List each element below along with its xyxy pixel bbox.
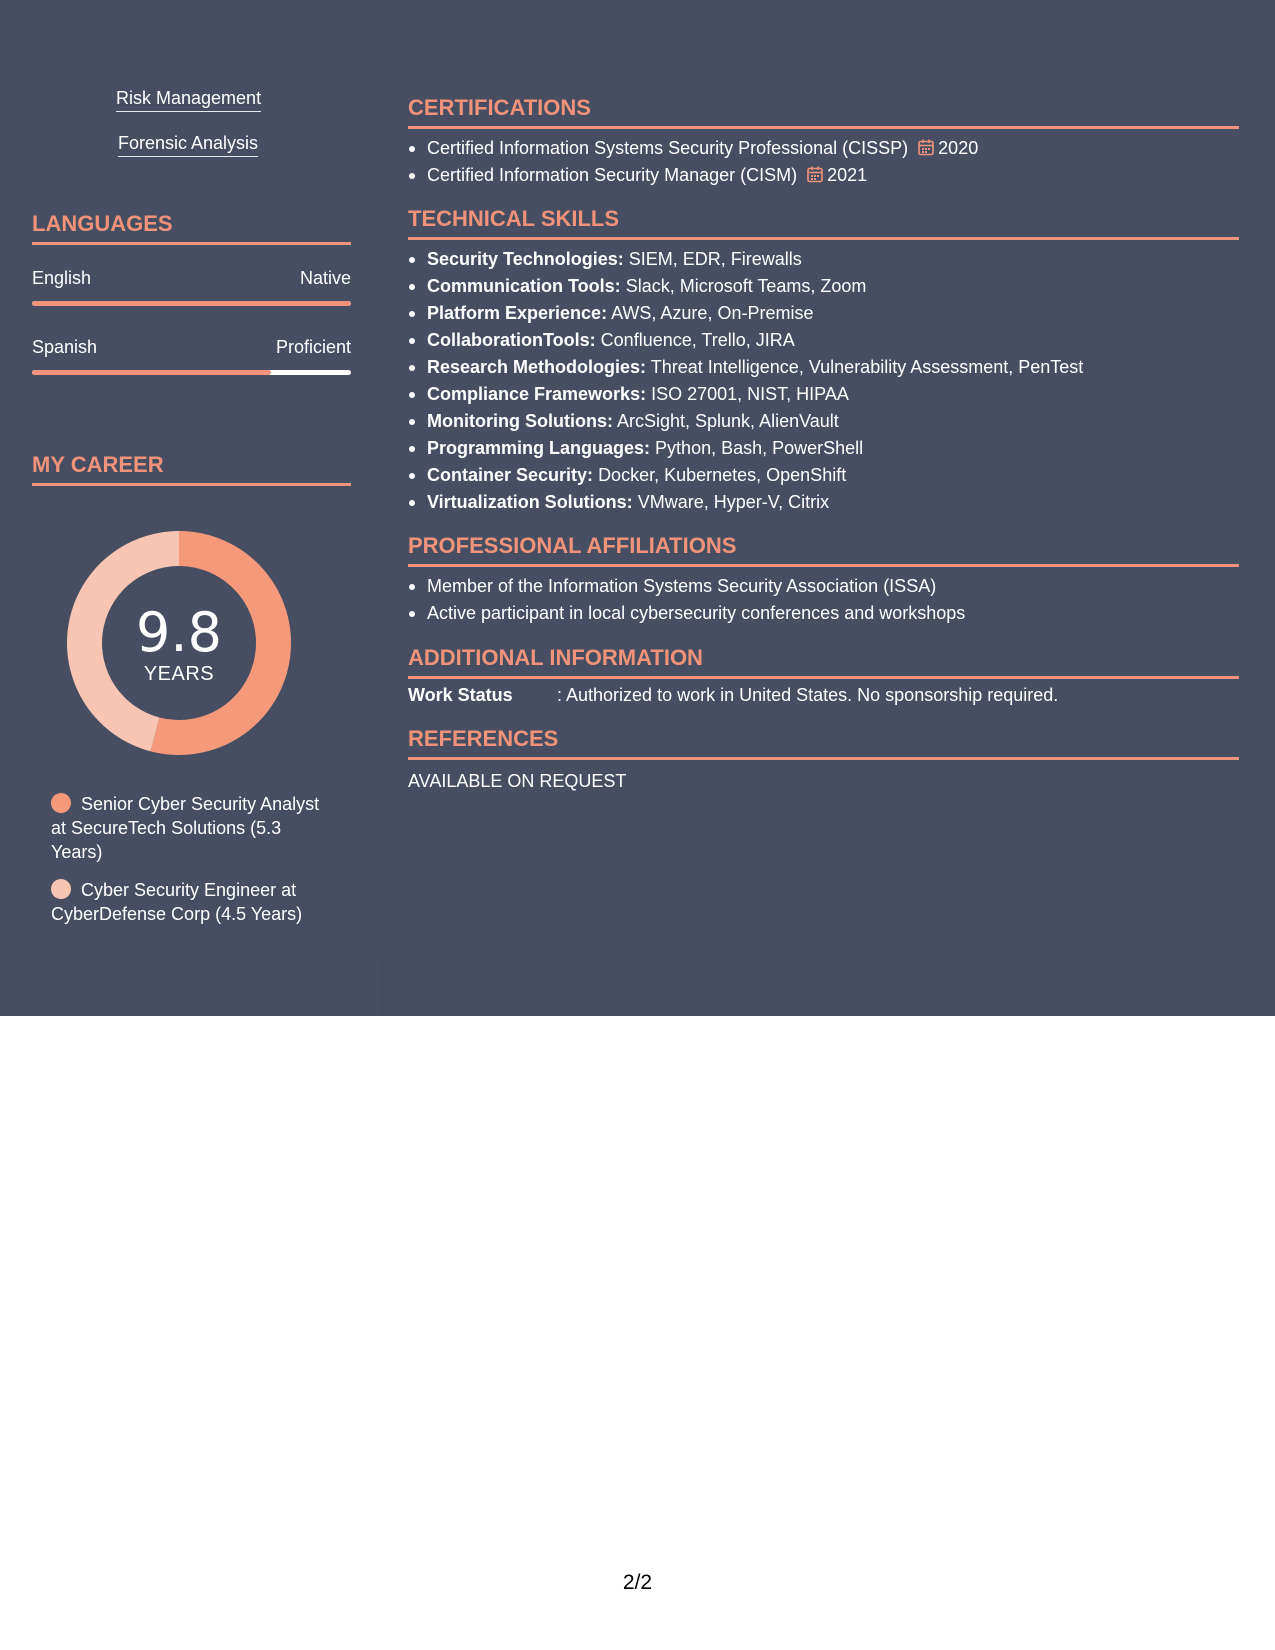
legend-dot	[51, 879, 71, 899]
certification-year: 2020	[938, 138, 979, 158]
affiliations-heading: PROFESSIONAL AFFILIATIONS	[408, 533, 1239, 567]
languages-heading: LANGUAGES	[32, 211, 351, 245]
career-legend-label: Cyber Security Engineer at CyberDefense Corp (4.5 Years)	[51, 880, 303, 924]
skill-values: Python, Bash, PowerShell	[655, 438, 864, 458]
calendar-icon	[918, 139, 934, 156]
technical-skill-item	[408, 435, 1239, 462]
affiliation-item: Member of the Information Systems Security Association (ISSA)	[408, 573, 1239, 600]
technical-skill-item	[408, 408, 1239, 435]
skill-tag-risk-management: Risk Management	[116, 88, 261, 112]
certifications-heading: CERTIFICATIONS	[408, 95, 1239, 129]
skill-category: CollaborationTools:	[427, 330, 596, 350]
career-total-unit: YEARS	[143, 663, 215, 685]
work-status-label: Work Status	[408, 685, 513, 705]
skill-tag-forensic-analysis: Forensic Analysis	[118, 133, 258, 157]
language-name: English	[32, 268, 92, 288]
certification-item	[408, 135, 1239, 162]
references-text: AVAILABLE ON REQUEST	[408, 771, 627, 791]
skill-category: Platform Experience:	[427, 303, 608, 323]
technical-skill-item	[408, 489, 1239, 516]
skill-values: Docker, Kubernetes, OpenShift	[598, 465, 847, 485]
skill-category: Monitoring Solutions:	[427, 411, 613, 431]
certification-name: Certified Information Systems Security Professional (CISSP)	[427, 138, 909, 158]
skill-category: Communication Tools:	[427, 276, 621, 296]
certification-name: Certified Information Security Manager (CISM)	[427, 165, 798, 185]
skill-values: SIEM, EDR, Firewalls	[628, 249, 802, 269]
skill-category: Programming Languages:	[427, 438, 651, 458]
affiliations-list	[408, 573, 1239, 627]
career-legend-item	[51, 878, 331, 926]
legend-dot	[51, 793, 71, 813]
certification-year: 2021	[827, 165, 868, 185]
skill-values: Threat Intelligence, Vulnerability Assessment, PenTest	[650, 357, 1084, 377]
skill-category: Virtualization Solutions:	[427, 492, 633, 512]
skill-values: ArcSight, Splunk, AlienVault	[616, 411, 839, 431]
language-proficiency-bar	[32, 370, 351, 375]
technical-skill-item	[408, 381, 1239, 408]
language-name: Spanish	[32, 337, 98, 357]
skill-values: Confluence, Trello, JIRA	[600, 330, 795, 350]
certifications-list	[408, 135, 1239, 189]
references-heading: REFERENCES	[408, 726, 1239, 760]
skill-values: Slack, Microsoft Teams, Zoom	[625, 276, 867, 296]
career-legend-item	[51, 792, 331, 864]
technical-skills-list	[408, 246, 1239, 516]
career-total	[67, 601, 291, 686]
additional-info-heading: ADDITIONAL INFORMATION	[408, 645, 1239, 679]
technical-skills-heading: TECHNICAL SKILLS	[408, 206, 1239, 240]
technical-skill-item	[408, 462, 1239, 489]
career-total-years: 9.8	[136, 601, 222, 664]
skill-values: VMware, Hyper-V, Citrix	[637, 492, 830, 512]
skill-category: Container Security:	[427, 465, 594, 485]
work-status-value: : Authorized to work in United States. No sponsorship required.	[557, 685, 1059, 705]
technical-skill-item	[408, 246, 1239, 273]
technical-skill-item	[408, 273, 1239, 300]
skill-values: ISO 27001, NIST, HIPAA	[651, 384, 849, 404]
skill-category: Compliance Frameworks:	[427, 384, 647, 404]
language-proficiency-fill	[32, 301, 351, 306]
skill-values: AWS, Azure, On-Premise	[611, 303, 814, 323]
column-divider	[382, 960, 383, 1016]
language-level: Native	[299, 268, 351, 288]
certification-item	[408, 162, 1239, 189]
career-donut-chart	[67, 531, 291, 755]
technical-skill-item	[408, 300, 1239, 327]
skill-category: Security Technologies:	[427, 249, 624, 269]
language-proficiency-fill	[32, 370, 271, 375]
career-heading: MY CAREER	[32, 452, 351, 486]
page-number: 2/2	[622, 1571, 653, 1594]
language-proficiency-bar	[32, 301, 351, 306]
technical-skill-item	[408, 354, 1239, 381]
calendar-icon	[807, 166, 823, 183]
affiliation-item: Active participant in local cybersecurity conferences and workshops	[408, 600, 1239, 627]
language-level: Proficient	[275, 337, 351, 357]
skill-category: Research Methodologies:	[427, 357, 647, 377]
career-legend-label: Senior Cyber Security Analyst at SecureTech Solutions (5.3 Years)	[51, 794, 320, 862]
technical-skill-item	[408, 327, 1239, 354]
